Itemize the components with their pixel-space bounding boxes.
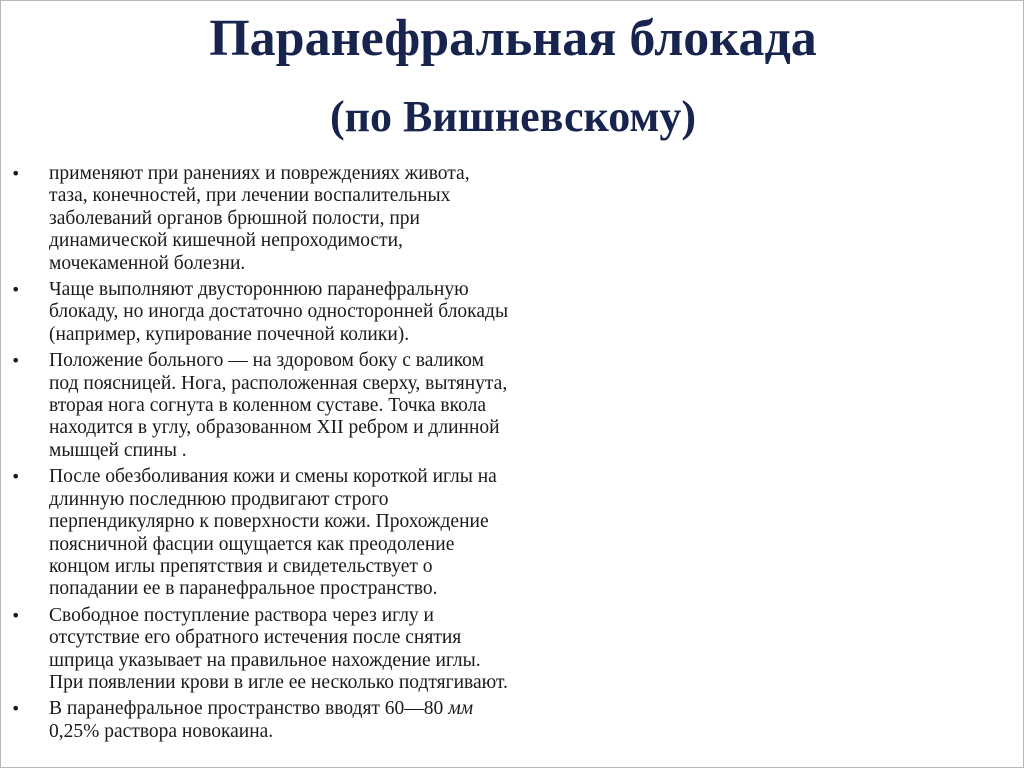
bullet-item-indications (1, 163, 621, 275)
bullet-line: вторая нога согнута в коленном суставе. Точка вкола (49, 395, 486, 417)
bullet-item-needle (1, 466, 621, 600)
bullet-line: (например, купирование почечной колики). (49, 323, 410, 345)
bullet-line: Чаще выполняют двустороннюю паранефральную (49, 279, 469, 301)
bullet-list (1, 163, 621, 747)
bullet-line: Свободное поступление раствора через иглу и (49, 604, 434, 626)
bullet-item-position (1, 350, 621, 462)
bullet-line: мышцей спины . (49, 439, 187, 461)
bullet-marker: • (11, 467, 21, 487)
bullet-line: При появлении крови в игле ее несколько подтягивают. (49, 671, 508, 693)
bullet-line: концом иглы препятствия и свидетельствует о (49, 555, 433, 577)
bullet-line: таза, конечностей, при лечении воспалительных (49, 185, 451, 207)
bullet-marker: • (11, 699, 21, 719)
bullet-item-bilateral (1, 279, 621, 346)
bullet-marker: • (11, 280, 21, 300)
bullet-line: попадании ее в паранефральное пространство. (49, 578, 438, 600)
bullet-line: шприца указывает на правильное нахождение иглы. (49, 649, 481, 671)
bullet-line: 0,25% раствора новокаина. (49, 720, 274, 742)
bullet-line: перпендикулярно к поверхности кожи. Прохождение (49, 511, 489, 533)
bullet-marker: • (11, 605, 21, 625)
bullet-marker: • (11, 351, 21, 371)
bullet-item-dosage (1, 698, 621, 743)
bullet-line: отсутствие его обратного истечения после снятия (49, 627, 462, 649)
dosage-unit: мм (448, 698, 474, 720)
bullet-line: динамической кишечной непроходимости, (49, 230, 403, 252)
bullet-marker: • (11, 164, 21, 183)
bullet-line: мочекаменной болезни. (49, 252, 246, 274)
bullet-line: блокаду, но иногда достаточно односторонней блокады (49, 301, 509, 323)
slide-subtitle: (по Вишневскому) (329, 92, 697, 141)
slide-title: Паранефральная блокада (209, 10, 817, 67)
bullet-line: заболеваний органов брюшной полости, при (49, 207, 420, 229)
bullet-line: длинную последнюю продвигают строго (49, 488, 389, 510)
bullet-item-solution-flow (1, 605, 621, 695)
bullet-line: После обезболивания кожи и смены короткой иглы на (49, 466, 497, 488)
bullet-line: применяют при ранениях и повреждениях живота, (49, 163, 470, 184)
bullet-line: под поясницей. Нога, расположенная сверху, вытянута, (49, 372, 508, 394)
bullet-line: Положение больного — на здоровом боку с валиком (49, 350, 484, 372)
bullet-line: В паранефральное пространство вводят 60—80 (49, 698, 449, 720)
bullet-line: поясничной фасции ощущается как преодоление (49, 533, 455, 555)
bullet-line: находится в углу, образованном XII ребром и длинной (49, 417, 500, 439)
